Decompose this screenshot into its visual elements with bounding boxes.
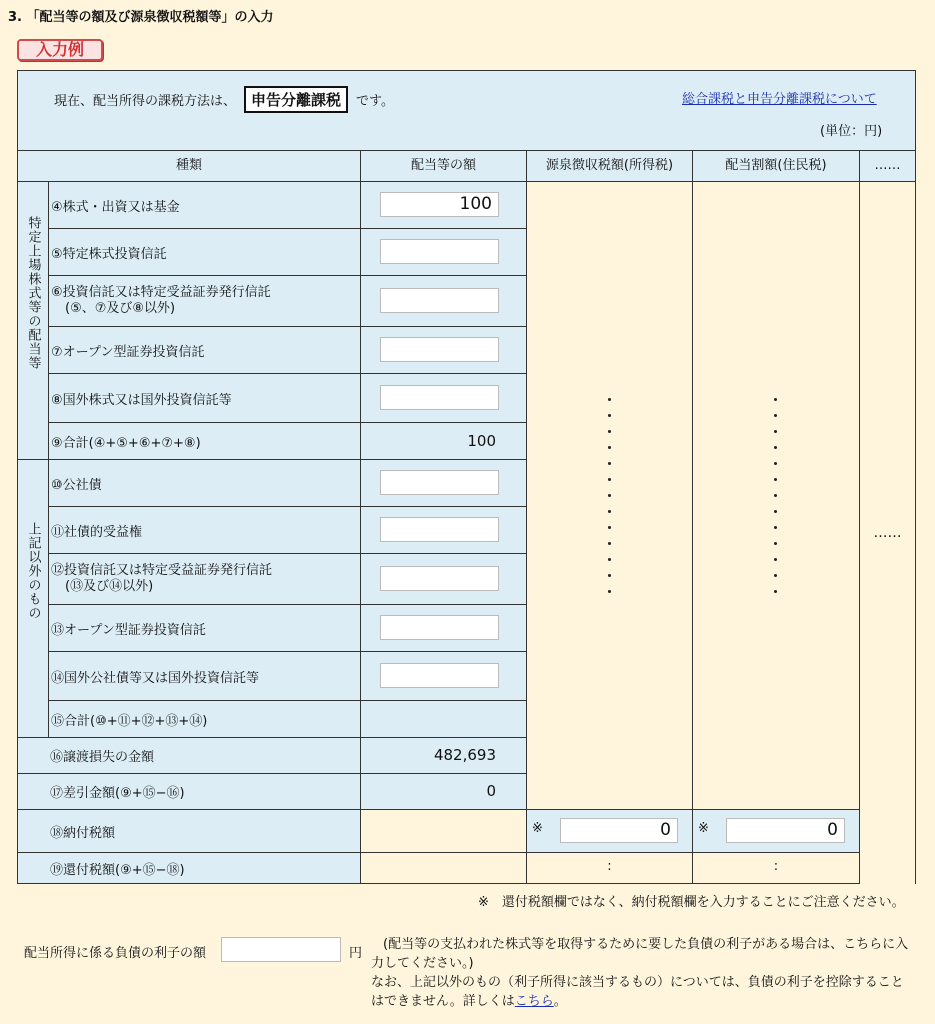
row-18-resident-cell <box>693 810 860 853</box>
row-17-label: ⑰差引金額(⑨+⑮−⑯) <box>18 774 361 810</box>
row-6-label: ⑥投資信託又は特定受益証券発行信託 (⑤、⑦及び⑧以外) <box>49 276 361 327</box>
resident-dots <box>774 398 777 593</box>
interest-note-line2: なお、上記以外のもの（利子所得に該当するもの）については、負債の利子を控除することはできません。詳しくはこちら。 <box>371 975 904 1009</box>
row-4-label: ④株式・出資又は基金 <box>49 182 361 229</box>
unit-label: (単位：円) <box>820 124 883 139</box>
row-15-label: ⑮合計(⑩+⑪+⑫+⑬+⑭) <box>49 701 361 738</box>
row-11-amount-input[interactable] <box>380 517 499 542</box>
row-10-amount-cell <box>361 460 527 507</box>
header-more: …… <box>860 151 915 182</box>
row-19-withholding-cell: : <box>527 853 693 884</box>
header-amount: 配当等の額 <box>361 151 527 182</box>
row-19-resident-cell: : <box>693 853 860 884</box>
row-5-amount-cell <box>361 229 527 276</box>
row-10-amount-input[interactable] <box>380 470 499 495</box>
section-title: 3. 「配当等の額及び源泉徴収税額等」の入力 <box>8 10 274 25</box>
sample-badge: 入力例 <box>17 39 103 61</box>
row-8-amount-cell <box>361 374 527 423</box>
interest-note-line1: (配当等の支払われた株式等を取得するために要した負債の利子がある場合は、こちらに入力してください。) <box>371 937 909 971</box>
row-13-amount-cell <box>361 605 527 652</box>
row-4-amount-cell <box>361 182 527 229</box>
interest-note <box>371 935 916 1011</box>
details-link[interactable]: こちら <box>514 994 554 1009</box>
row-18-amount-cell <box>361 810 527 853</box>
more-column-ellipsis: …… <box>873 525 902 541</box>
intro-text-before: 現在、配当所得の課税方法は、 <box>54 94 237 109</box>
header-resident: 配当割額(住民税) <box>693 151 860 182</box>
row-4-amount-input[interactable]: 100 <box>380 192 499 217</box>
row-12-label: ⑫投資信託又は特定受益証券発行信託 (⑬及び⑭以外) <box>49 554 361 605</box>
interest-input[interactable] <box>221 937 341 962</box>
withholding-dots <box>608 398 611 593</box>
row-5-label: ⑤特定株式投資信託 <box>49 229 361 276</box>
group-other <box>18 460 49 738</box>
row-14-amount-input[interactable] <box>380 663 499 688</box>
row-19-label: ⑲還付税額(⑨+⑮−⑱) <box>18 853 361 884</box>
row-12-amount-input[interactable] <box>380 566 499 591</box>
intro-text-after: です。 <box>356 94 394 109</box>
row-16-amount: 482,693 <box>361 738 527 774</box>
row-18-withholding-mark: ※ <box>532 821 543 836</box>
row-7-label: ⑦オープン型証券投資信託 <box>49 327 361 374</box>
row-11-label: ⑪社債的受益権 <box>49 507 361 554</box>
row-19-amount-cell <box>361 853 527 884</box>
row-14-amount-cell <box>361 652 527 701</box>
row-5-amount-input[interactable] <box>380 239 499 264</box>
row-8-amount-input[interactable] <box>380 385 499 410</box>
row-14-label: ⑭国外公社債等又は国外投資信託等 <box>49 652 361 701</box>
row-8-label: ⑧国外株式又は国外投資信託等 <box>49 374 361 423</box>
interest-unit: 円 <box>349 946 363 961</box>
group-listed-label: 特定上場株式等の配当等 <box>25 216 41 370</box>
row-7-amount-input[interactable] <box>380 337 499 362</box>
row-9-amount: 100 <box>361 423 527 460</box>
row-18-withholding-input[interactable]: 0 <box>560 818 678 843</box>
row-10-label: ⑩公社債 <box>49 460 361 507</box>
row-11-amount-cell <box>361 507 527 554</box>
row-9-label: ⑨合計(④+⑤+⑥+⑦+⑧) <box>49 423 361 460</box>
group-listed <box>18 182 49 460</box>
group-other-label: 上記以外のもの <box>25 522 41 620</box>
row-13-label: ⑬オープン型証券投資信託 <box>49 605 361 652</box>
taxation-method-link[interactable]: 総合課税と申告分離課税について <box>682 92 877 107</box>
more-column-area <box>860 182 915 884</box>
row-18-resident-input[interactable]: 0 <box>726 818 845 843</box>
row-6-amount-input[interactable] <box>380 288 499 313</box>
row-7-amount-cell <box>361 327 527 374</box>
row-18-label: ⑱納付税額 <box>18 810 361 853</box>
row-18-withholding-cell <box>527 810 693 853</box>
row-17-amount: 0 <box>361 774 527 810</box>
row-16-label: ⑯譲渡損失の金額 <box>18 738 361 774</box>
row-12-amount-cell <box>361 554 527 605</box>
interest-label: 配当所得に係る負債の利子の額 <box>24 946 207 961</box>
row-13-amount-input[interactable] <box>380 615 499 640</box>
header-type: 種類 <box>18 151 361 182</box>
row-18-resident-mark: ※ <box>698 821 709 836</box>
header-withholding: 源泉徴収税額(所得税) <box>527 151 693 182</box>
refund-note: ※ 還付税額欄ではなく、納付税額欄を入力することにご注意ください。 <box>478 895 905 910</box>
row-15-amount <box>361 701 527 738</box>
taxation-method-badge: 申告分離課税 <box>244 86 348 113</box>
row-6-amount-cell <box>361 276 527 327</box>
intro-text <box>54 86 394 113</box>
